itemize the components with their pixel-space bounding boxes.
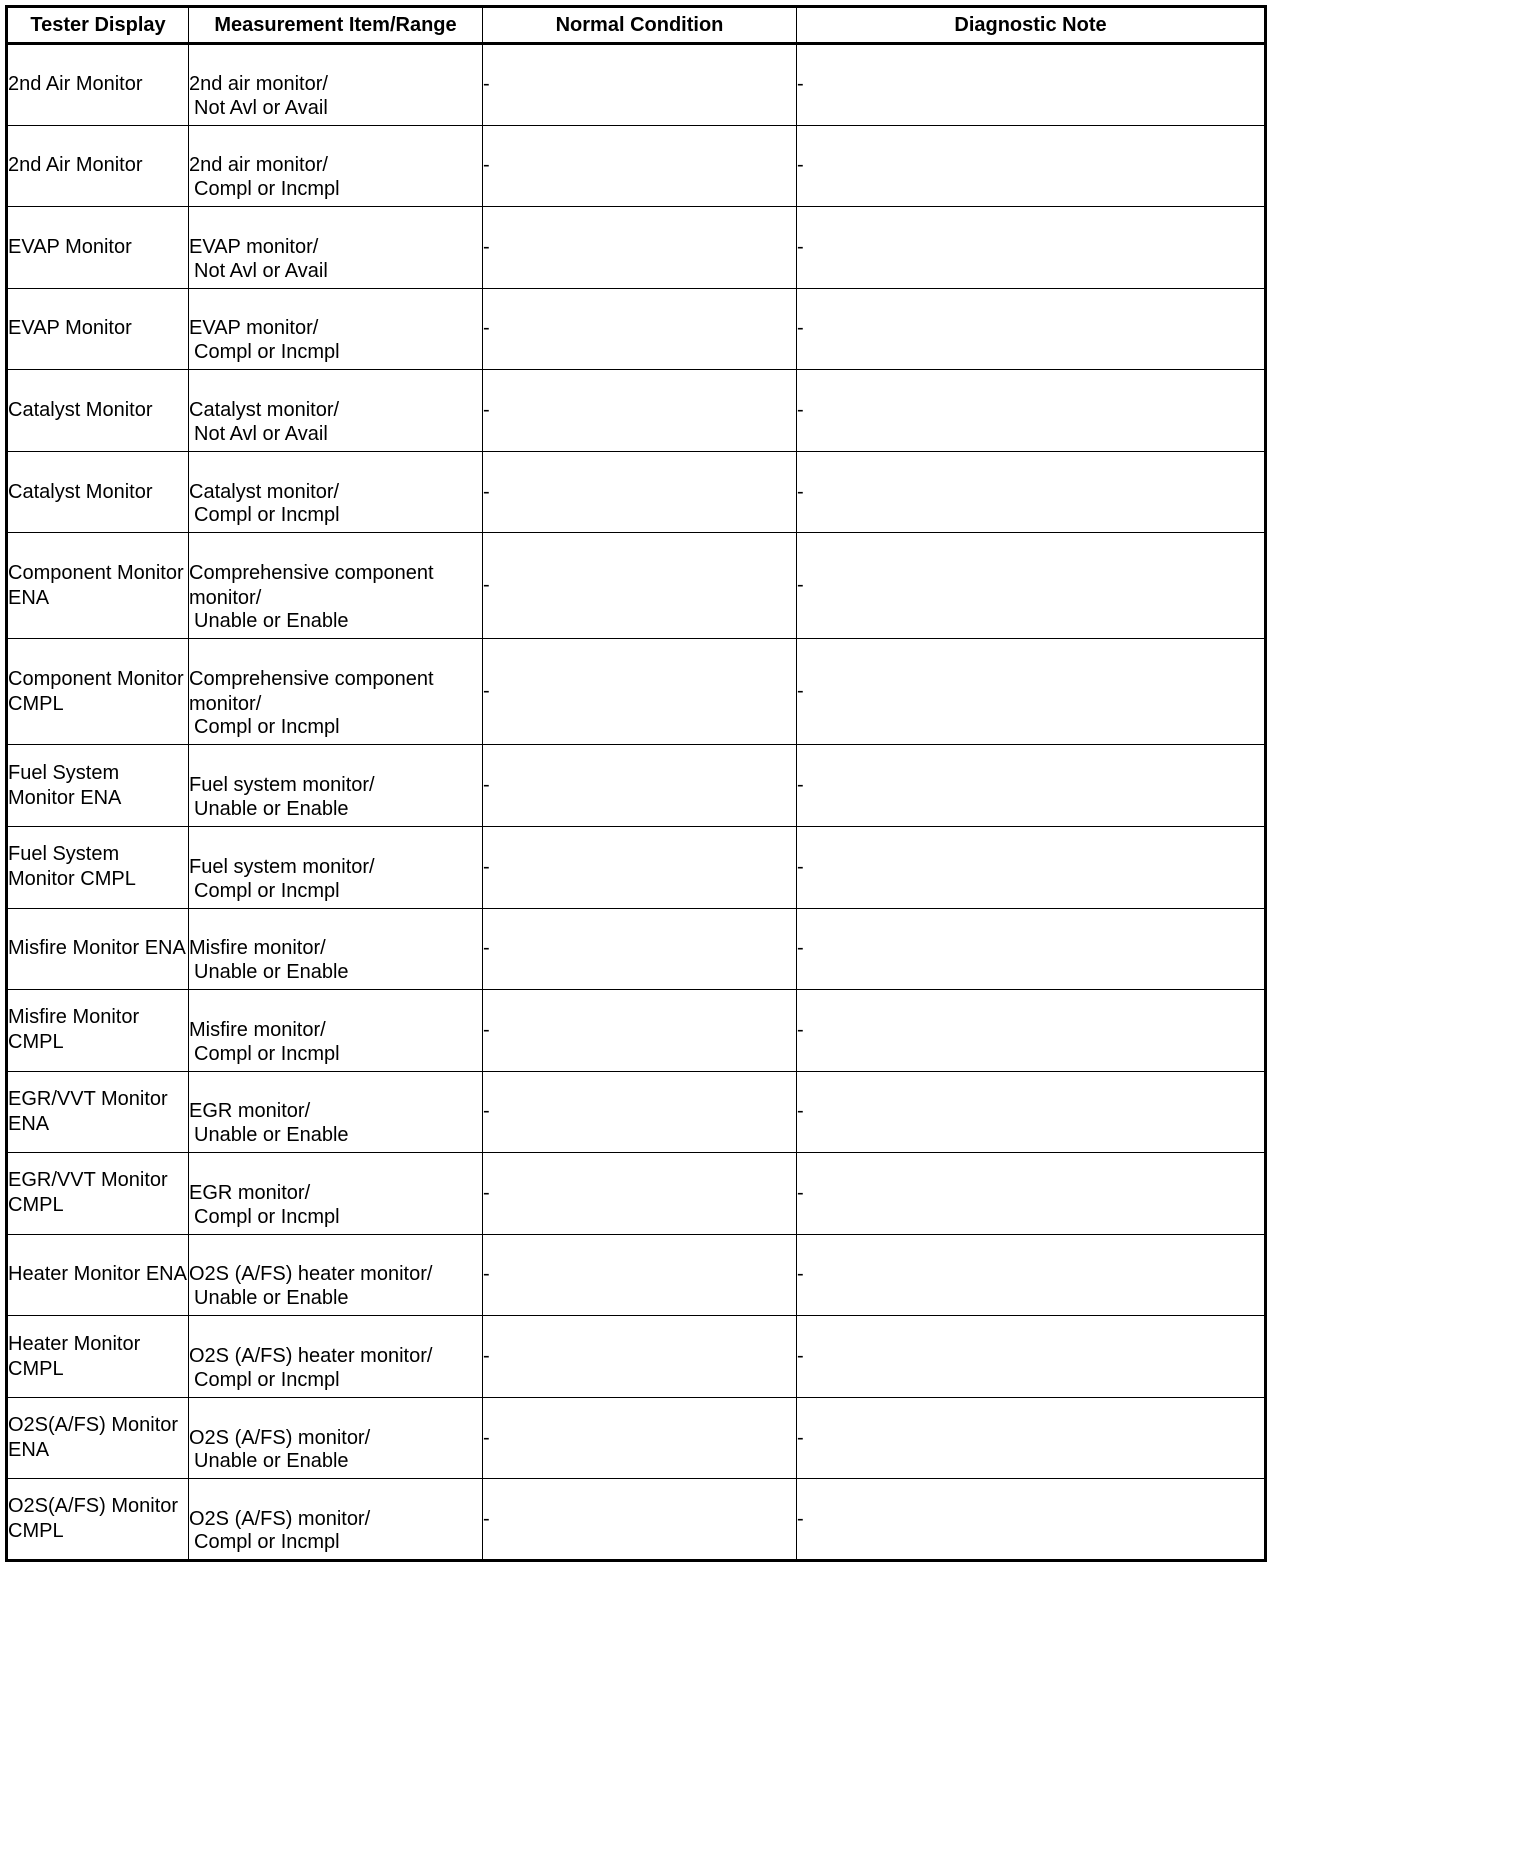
monitor-status-table: [5, 5, 1267, 1562]
normal-condition-cell: -: [483, 533, 797, 639]
table-row: [7, 370, 1266, 452]
tester-display-cell: Component Monitor ENA: [7, 533, 189, 639]
normal-condition-cell: -: [483, 639, 797, 745]
measurement-range: Not Avl or Avail: [194, 96, 328, 119]
measurement-item: Comprehensive component monitor/: [189, 667, 434, 715]
table-row: [7, 288, 1266, 370]
diagnostic-note-cell: -: [797, 1153, 1266, 1235]
header-tester-display: Tester Display: [7, 7, 189, 44]
measurement-item: Fuel system monitor/: [189, 774, 375, 797]
measurement-range: Compl or Incmpl: [194, 1042, 340, 1065]
measurement-item: Comprehensive component monitor/: [189, 561, 434, 609]
tester-display-cell: Misfire Monitor ENA: [7, 908, 189, 990]
measurement-range: Compl or Incmpl: [194, 1205, 340, 1228]
measurement-cell: [189, 639, 483, 745]
measurement-range: Compl or Incmpl: [194, 504, 340, 527]
diagnostic-note-cell: -: [797, 207, 1266, 289]
normal-condition-cell: -: [483, 370, 797, 452]
normal-condition-cell: -: [483, 207, 797, 289]
table-row: [7, 745, 1266, 827]
measurement-cell: [189, 207, 483, 289]
tester-display-cell: 2nd Air Monitor: [7, 125, 189, 207]
diagnostic-note-cell: -: [797, 908, 1266, 990]
measurement-cell: [189, 125, 483, 207]
table-row: [7, 1397, 1266, 1479]
measurement-item: O2S (A/FS) heater monitor/: [189, 1263, 433, 1286]
measurement-range: Unable or Enable: [194, 610, 349, 633]
table-row: [7, 639, 1266, 745]
tester-display-cell: Heater Monitor CMPL: [7, 1316, 189, 1398]
normal-condition-cell: -: [483, 44, 797, 126]
table-row: [7, 990, 1266, 1072]
table-row: [7, 1479, 1266, 1561]
diagnostic-note-cell: -: [797, 1071, 1266, 1153]
measurement-cell: [189, 745, 483, 827]
normal-condition-cell: -: [483, 908, 797, 990]
tester-display-cell: 2nd Air Monitor: [7, 44, 189, 126]
measurement-cell: [189, 533, 483, 639]
measurement-range: Compl or Incmpl: [194, 1531, 340, 1553]
table-row: [7, 1153, 1266, 1235]
measurement-range: Compl or Incmpl: [194, 341, 340, 364]
measurement-cell: [189, 288, 483, 370]
normal-condition-cell: -: [483, 1316, 797, 1398]
measurement-cell: [189, 990, 483, 1072]
tester-display-cell: O2S(A/FS) Monitor ENA: [7, 1397, 189, 1479]
normal-condition-cell: -: [483, 826, 797, 908]
measurement-cell: [189, 1234, 483, 1316]
tester-display-cell: Catalyst Monitor: [7, 451, 189, 533]
measurement-range: Unable or Enable: [194, 961, 349, 984]
measurement-item: EVAP monitor/: [189, 235, 319, 258]
tester-display-cell: EVAP Monitor: [7, 207, 189, 289]
diagnostic-note-cell: -: [797, 370, 1266, 452]
tester-display-cell: Misfire Monitor CMPL: [7, 990, 189, 1072]
table-row: [7, 44, 1266, 126]
table-header-row: [7, 7, 1266, 44]
measurement-item: O2S (A/FS) heater monitor/: [189, 1345, 433, 1367]
measurement-range: Unable or Enable: [194, 797, 349, 820]
diagnostic-note-cell: -: [797, 1479, 1266, 1561]
measurement-item: O2S (A/FS) monitor/: [189, 1426, 371, 1449]
table-row: [7, 451, 1266, 533]
normal-condition-cell: -: [483, 1234, 797, 1316]
tester-display-cell: Catalyst Monitor: [7, 370, 189, 452]
table-row: [7, 1316, 1266, 1398]
normal-condition-cell: -: [483, 125, 797, 207]
tester-display-cell: EGR/VVT Monitor CMPL: [7, 1153, 189, 1235]
measurement-cell: [189, 1397, 483, 1479]
measurement-cell: [189, 451, 483, 533]
measurement-item: Catalyst monitor/: [189, 398, 340, 421]
measurement-cell: [189, 1153, 483, 1235]
measurement-range: Compl or Incmpl: [194, 1368, 340, 1391]
diagnostic-note-cell: -: [797, 1397, 1266, 1479]
diagnostic-note-cell: -: [797, 1316, 1266, 1398]
measurement-item: EGR monitor/: [189, 1181, 311, 1204]
normal-condition-cell: -: [483, 1153, 797, 1235]
measurement-range: Compl or Incmpl: [194, 879, 340, 902]
measurement-cell: [189, 1479, 483, 1561]
measurement-item: EGR monitor/: [189, 1100, 311, 1123]
measurement-range: Compl or Incmpl: [194, 716, 340, 739]
diagnostic-note-cell: -: [797, 44, 1266, 126]
table-row: [7, 533, 1266, 639]
diagnostic-note-cell: -: [797, 533, 1266, 639]
measurement-cell: [189, 1316, 483, 1398]
measurement-item: EVAP monitor/: [189, 317, 319, 340]
normal-condition-cell: -: [483, 1479, 797, 1561]
tester-display-cell: EGR/VVT Monitor ENA: [7, 1071, 189, 1153]
diagnostic-note-cell: -: [797, 639, 1266, 745]
measurement-cell: [189, 908, 483, 990]
tester-display-cell: Fuel System Monitor CMPL: [7, 826, 189, 908]
table-row: [7, 207, 1266, 289]
measurement-range: Compl or Incmpl: [194, 178, 340, 201]
table-row: [7, 1234, 1266, 1316]
measurement-range: Unable or Enable: [194, 1450, 349, 1473]
measurement-item: O2S (A/FS) monitor/: [189, 1507, 371, 1530]
normal-condition-cell: -: [483, 451, 797, 533]
table-row: [7, 826, 1266, 908]
measurement-item: 2nd air monitor/: [189, 73, 328, 96]
diagnostic-note-cell: -: [797, 1234, 1266, 1316]
measurement-range: Unable or Enable: [194, 1124, 349, 1147]
diagnostic-note-cell: -: [797, 990, 1266, 1072]
measurement-item: 2nd air monitor/: [189, 154, 328, 177]
tester-display-cell: O2S(A/FS) Monitor CMPL: [7, 1479, 189, 1561]
normal-condition-cell: -: [483, 745, 797, 827]
table-row: [7, 908, 1266, 990]
measurement-cell: [189, 826, 483, 908]
measurement-range: Not Avl or Avail: [194, 422, 328, 445]
normal-condition-cell: -: [483, 1397, 797, 1479]
measurement-range: Unable or Enable: [194, 1287, 349, 1310]
tester-display-cell: EVAP Monitor: [7, 288, 189, 370]
measurement-range: Not Avl or Avail: [194, 259, 328, 282]
diagnostic-note-cell: -: [797, 451, 1266, 533]
table-row: [7, 1071, 1266, 1153]
measurement-cell: [189, 1071, 483, 1153]
normal-condition-cell: -: [483, 990, 797, 1072]
header-normal-condition: Normal Condition: [483, 7, 797, 44]
table-row: [7, 125, 1266, 207]
measurement-item: Fuel system monitor/: [189, 855, 375, 878]
diagnostic-note-cell: -: [797, 288, 1266, 370]
measurement-cell: [189, 370, 483, 452]
tester-display-cell: Component Monitor CMPL: [7, 639, 189, 745]
measurement-cell: [189, 44, 483, 126]
diagnostic-note-cell: -: [797, 745, 1266, 827]
diagnostic-note-cell: -: [797, 826, 1266, 908]
normal-condition-cell: -: [483, 288, 797, 370]
header-diagnostic-note: Diagnostic Note: [797, 7, 1266, 44]
header-measurement: Measurement Item/Range: [189, 7, 483, 44]
measurement-item: Misfire monitor/: [189, 1018, 326, 1041]
measurement-item: Misfire monitor/: [189, 937, 326, 960]
diagnostic-note-cell: -: [797, 125, 1266, 207]
normal-condition-cell: -: [483, 1071, 797, 1153]
measurement-item: Catalyst monitor/: [189, 480, 340, 503]
tester-display-cell: Heater Monitor ENA: [7, 1234, 189, 1316]
tester-display-cell: Fuel System Monitor ENA: [7, 745, 189, 827]
